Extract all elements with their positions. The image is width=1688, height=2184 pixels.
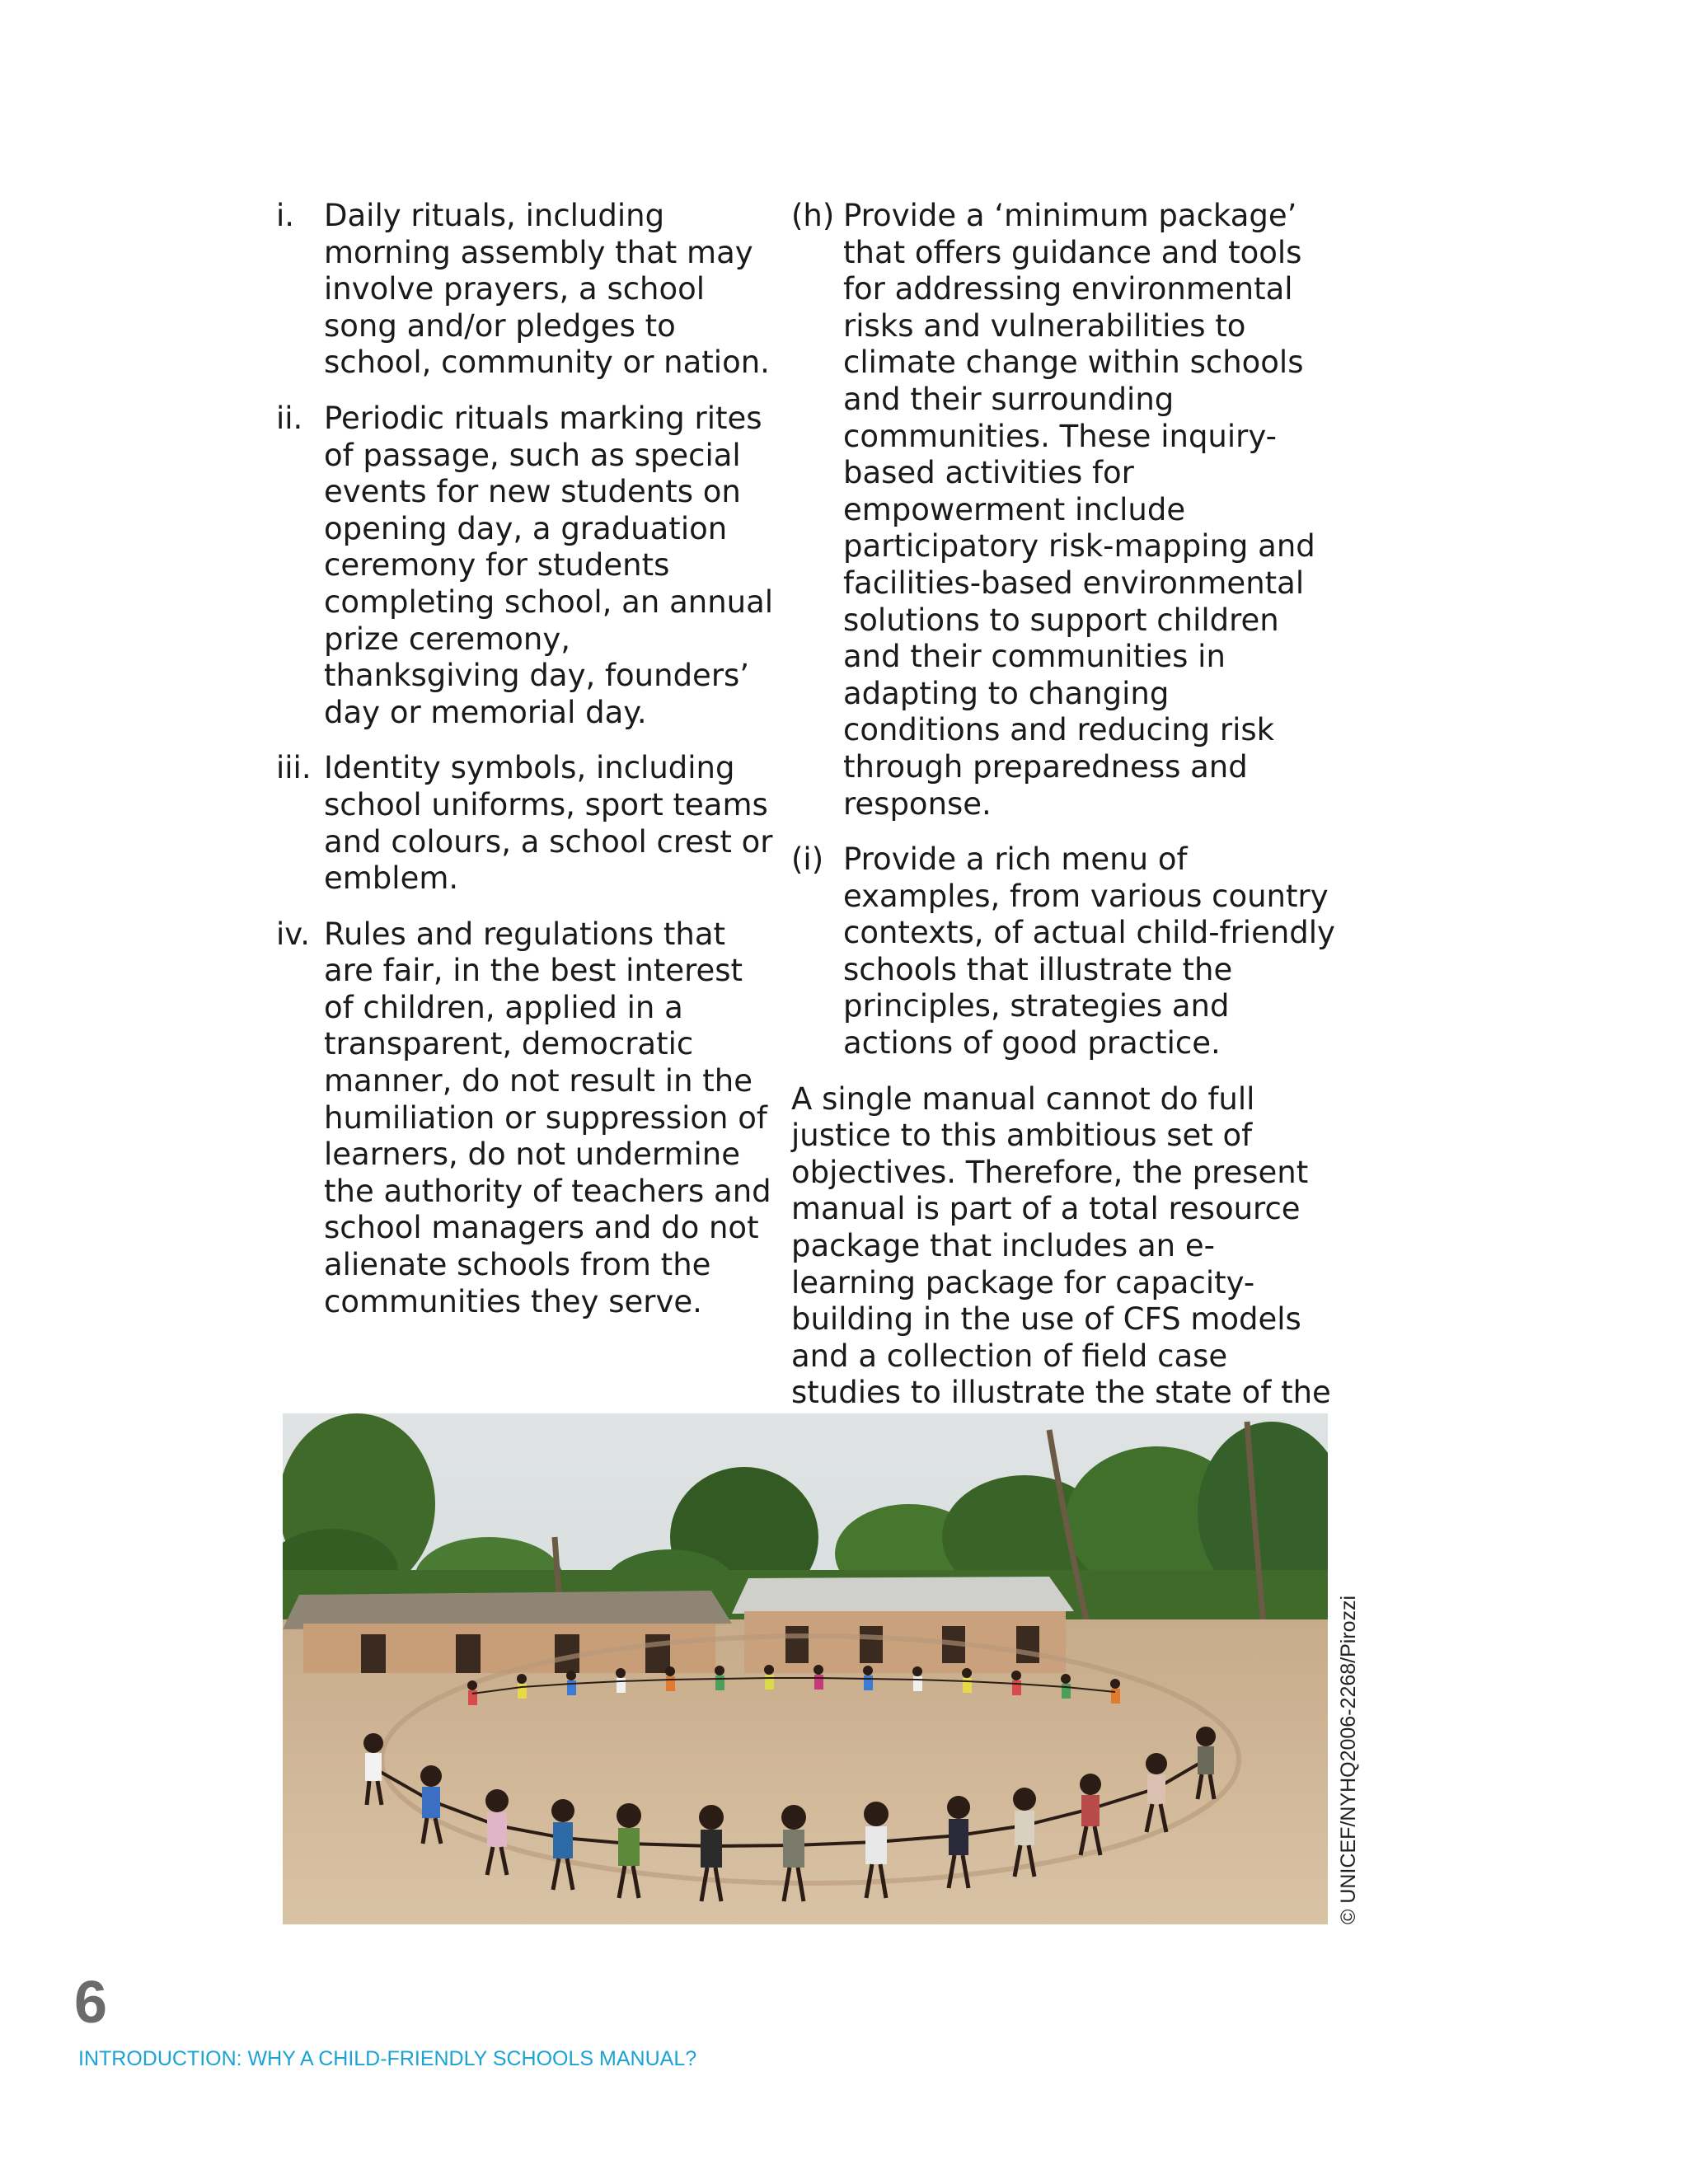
photo-credit: © UNICEF/NYHQ2006-2268/Pirozzi (1337, 1595, 1360, 1924)
list-item-text: Identity symbols, including school uniforms, sport teams and colours, a school crest or emblem. (324, 750, 773, 897)
list-item-text: Daily rituals, including morning assembly that may involve prayers, a school song and/or pledges to school, community or nation. (324, 198, 770, 381)
list-item (276, 198, 775, 382)
body-paragraph: A single manual cannot do full justice to this ambitious set of objectives. Therefore, the present manual is part of a total resource package that includes an e-learning package for capacity-building in the use of CFS models and a collection of field case studies to illustrate the state of the (791, 1080, 1331, 1411)
left-column (276, 198, 775, 1339)
list-item (276, 750, 775, 897)
list-item-text: Rules and regulations that are fair, in the best interest of children, applied in a transparent, democratic manner, do not result in the humiliation or suppression of learners, do not undermine the authority of teachers and school managers and do not alienate schools from the communities they serve. (324, 916, 771, 1319)
list-marker: (h) (791, 198, 835, 233)
left-building (283, 1591, 732, 1673)
list-item (791, 198, 1335, 823)
list-item (276, 401, 775, 731)
right-column (791, 198, 1335, 1485)
list-item-text: Provide a ‘minimum package’ that offers guidance and tools for addressing environmental risks and vulnerabilities to climate change within schools and their surrounding communities. These inquiry-based activities for empowerment include participatory risk-mapping and facilities-based environmental solutions to support children and their communities in adapting to changing conditions and reducing risk through preparedness and response. (843, 198, 1315, 822)
list-item (276, 916, 775, 1321)
list-marker: iv. (276, 916, 311, 952)
list-marker: iii. (276, 750, 312, 786)
list-marker: i. (276, 198, 295, 233)
photo-illustration (283, 1413, 1328, 1924)
list-marker: (i) (791, 841, 824, 878)
list-item (791, 841, 1335, 1062)
page-number: 6 (74, 1970, 108, 2036)
list-item-text: Provide a rich menu of examples, from various country contexts, of actual child-friendly schools that illustrate the principles, strategies and actions of good practice. (843, 841, 1335, 1062)
list-item-text: Periodic rituals marking rites of passage, such as special events for new students on opening day, a graduation ceremony for students completing school, an annual prize ceremony, thanksgiving day, founders’ day or memorial day. (324, 400, 774, 730)
right-building (732, 1577, 1074, 1673)
school-photo (283, 1413, 1328, 1924)
list-marker: ii. (276, 400, 303, 436)
running-footer-title: INTRODUCTION: WHY A CHILD-FRIENDLY SCHOOLS MANUAL? (78, 2047, 697, 2070)
